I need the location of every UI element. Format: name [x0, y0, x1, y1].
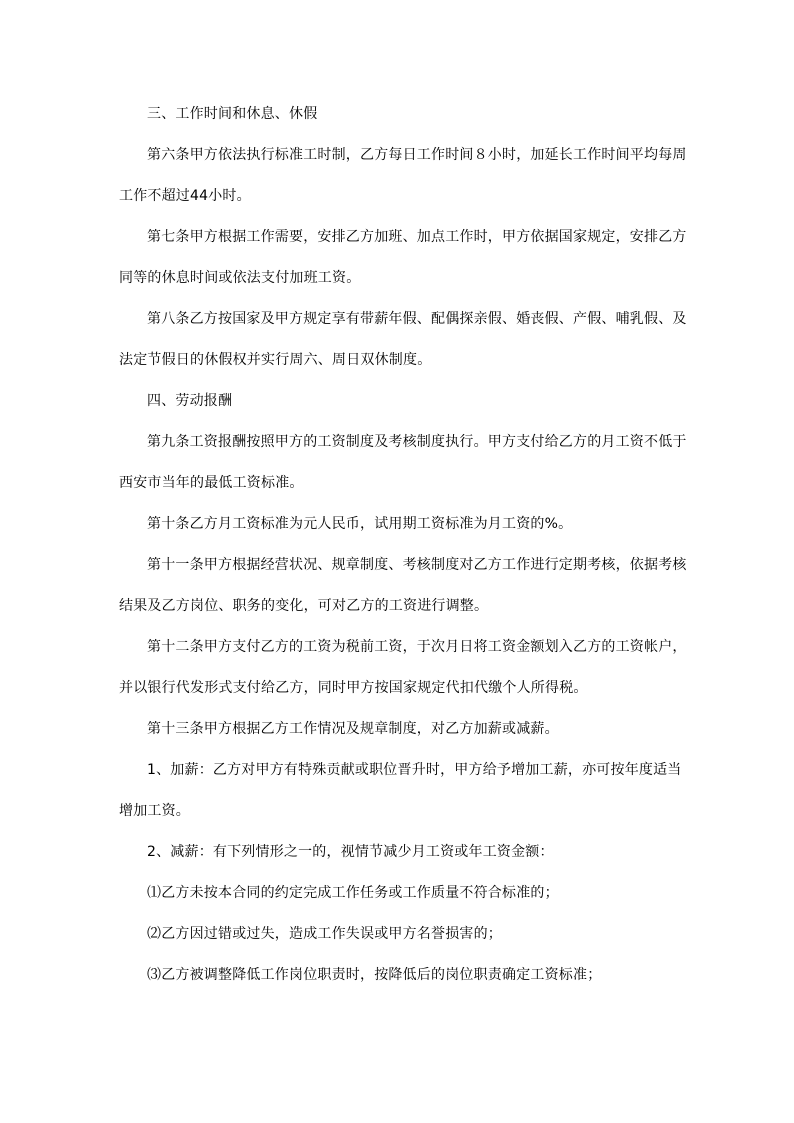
- article-10-line-1: 第十条乙方月工资标准为元人民币，试用期工资标准为月工资的%。: [147, 516, 573, 532]
- raise-clause-line-1: 1、加薪：乙方对甲方有特殊贡献或职位晋升时，甲方给予增加工薪，亦可按年度适当: [147, 762, 682, 778]
- reduction-clause-line-1: 2、减薪：有下列情形之一的，视情节减少月工资或年工资金额：: [147, 844, 554, 860]
- article-7-line-2: 同等的休息时间或依法支付加班工资。: [119, 270, 361, 286]
- article-12-line-2: 并以银行代发形式支付给乙方，同时甲方按国家规定代扣代缴个人所得税。: [119, 680, 588, 696]
- article-6-line-1: 第六条甲方依法执行标准工时制，乙方每日工作时间８小时，加延长工作时间平均每周: [147, 147, 687, 163]
- article-6-line-2: 工作不超过44小时。: [119, 188, 251, 204]
- document-body: [119, 104, 687, 1006]
- reduction-item-2: ⑵乙方因过错或过失，造成工作失误或甲方名誉损害的；: [147, 926, 502, 942]
- article-8-line-2: 法定节假日的休假权并实行周六、周日双休制度。: [119, 352, 432, 368]
- section-heading-remuneration: 四、劳动报酬: [147, 393, 233, 409]
- reduction-item-3: ⑶乙方被调整降低工作岗位职责时，按降低后的岗位职责确定工资标准；: [147, 967, 602, 983]
- article-12-line-1: 第十二条甲方支付乙方的工资为税前工资，于次月日将工资金额划入乙方的工资帐户，: [147, 639, 687, 655]
- raise-clause-line-2: 增加工资。: [119, 803, 190, 819]
- article-7-line-1: 第七条甲方根据工作需要，安排乙方加班、加点工作时，甲方依据国家规定，安排乙方: [147, 229, 687, 245]
- article-8-line-1: 第八条乙方按国家及甲方规定享有带薪年假、配偶探亲假、婚丧假、产假、哺乳假、及: [147, 311, 687, 327]
- reduction-item-1: ⑴乙方未按本合同的约定完成工作任务或工作质量不符合标准的；: [147, 885, 559, 901]
- article-13-line-1: 第十三条甲方根据乙方工作情况及规章制度，对乙方加薪或减薪。: [147, 721, 559, 737]
- article-11-line-2: 结果及乙方岗位、职务的变化，可对乙方的工资进行调整。: [119, 598, 489, 614]
- article-11-line-1: 第十一条甲方根据经营状况、规章制度、考核制度对乙方工作进行定期考核，依据考核: [147, 557, 687, 573]
- article-9-line-1: 第九条工资报酬按照甲方的工资制度及考核制度执行。甲方支付给乙方的月工资不低于: [147, 434, 687, 450]
- article-9-line-2: 西安市当年的最低工资标准。: [119, 475, 304, 491]
- section-heading-work-hours: 三、工作时间和休息、休假: [147, 106, 318, 122]
